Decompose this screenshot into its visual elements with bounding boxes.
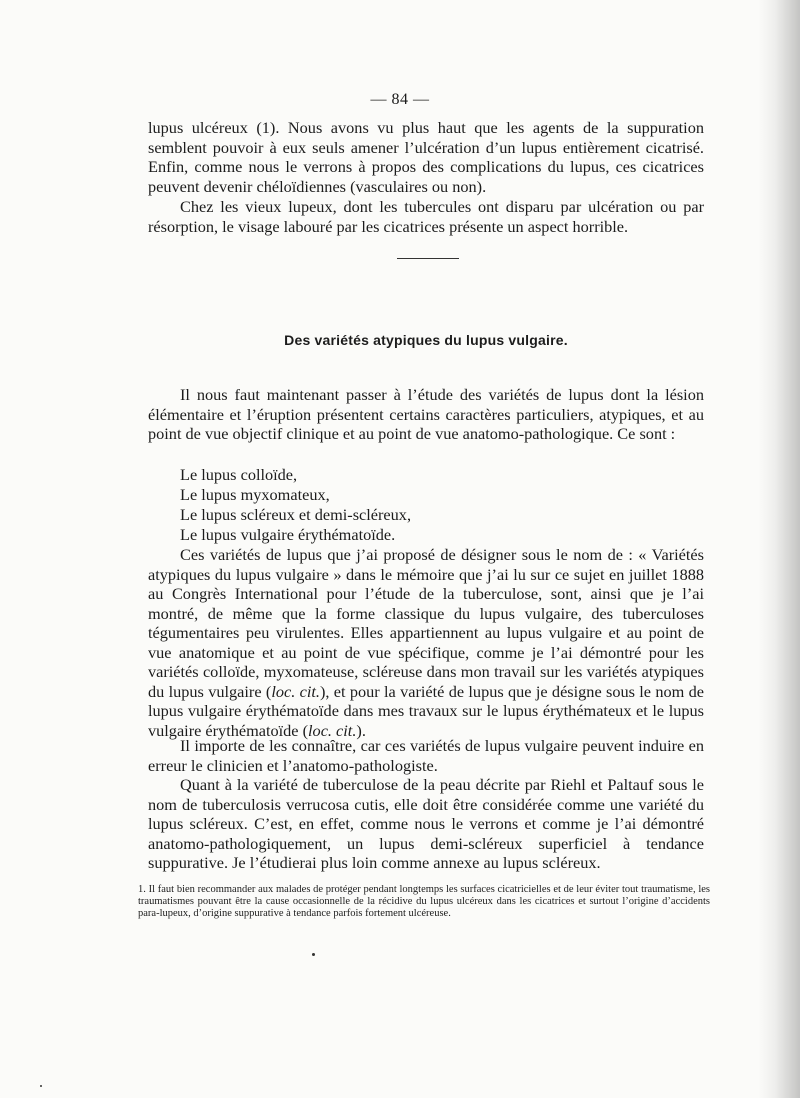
speck (312, 953, 315, 956)
speck (40, 1085, 42, 1087)
paragraph-importe: Il importe de les connaître, car ces variétés de lupus vulgaire peuvent induire en erreur le clinicien et l’anatomo-pathologiste. (148, 736, 704, 775)
scan-shadow-edge (758, 0, 800, 1098)
paragraph-text: ), et pour la variété de lupus que je désigne sous le nom de lupus vulgaire érythématoïde dans mes travaux sur le lupus érythémateux et le lupus vulgaire érythématoïde ( (148, 681, 704, 740)
paragraph-riehl-paltauf: Quant à la variété de tuberculose de la peau décrite par Riehl et Paltauf sous le nom de tuberculosis verrucosa cutis, elle doit être considérée comme une variété du lupus scléreux. C’est, en effet, comme nous le verrons et comme je l’ai démontré anatomo-pathologiquement, un lupus demi-scléreux superficiel à tendance suppurative. Je l’étudierai plus loin comme annexe au lupus scléreux. (148, 775, 704, 872)
list-item-myxomateux: Le lupus myxomateux, (180, 485, 330, 504)
paragraph-varietes-atypiques (148, 545, 704, 740)
paragraph-text: ). (356, 720, 366, 740)
list-item-sclereux: Le lupus scléreux et demi-scléreux, (180, 505, 412, 524)
paragraph-lupus-ulcereux: lupus ulcéreux (1). Nous avons vu plus haut que les agents de la suppuration semblent pouvoir à eux seuls amener l’ulcération d’un lupus entièrement cicatrisé. Enfin, comme nous le verrons à propos des complications du lupus, ces cicatrices peuvent devenir chéloïdiennes (vasculaires ou non). (148, 118, 704, 196)
paragraph-vieux-lupeux: Chez les vieux lupeux, dont les tubercules ont disparu par ulcération ou par résorption, le visage labouré par les cicatrices présente un aspect horrible. (148, 197, 704, 236)
list-item-colloide: Le lupus colloïde, (180, 465, 298, 484)
list-item-erythematoide: Le lupus vulgaire érythématoïde. (180, 525, 396, 544)
section-divider (397, 258, 459, 259)
citation: loc. cit. (308, 720, 357, 740)
page-number: — 84 — (370, 91, 430, 108)
citation: loc. cit. (271, 681, 320, 701)
paragraph-text: Ces variétés de lupus que j’ai proposé de désigner sous le nom de : « Variétés atypiques du lupus vulgaire » dans le mémoire que j’ai lu sur ce sujet en juillet 1888 au Congrès International pour l’étude de la tuberculose, sont, ainsi que je l’ai montré, de même que la forme classique du lupus vulgaire, des tuberculoses tégumentaires peu virulentes. Elles appartiennent au lupus vulgaire et au point de vue anatomique et au point de vue spécifique, comme je l’ai démontré pour les variétés colloïde, myxomateuse, scléreuse dans mon travail sur les variétés atypiques du lupus vulgaire ( (148, 545, 704, 701)
footnote: 1. Il faut bien recommander aux malades de protéger pendant longtemps les surfaces cicatricielles et de leur éviter tout traumatisme, les traumatismes pouvant être la cause occasionnelle de la récidive du lupus ulcéreux dans les cicatrices et surtout l’origine d’accidents para-lupeux, d’origine suppurative à tendance parfois fortement ulcéreuse. (138, 884, 710, 919)
section-title: Des variétés atypiques du lupus vulgaire. (284, 332, 568, 348)
paragraph-intro-varietes: Il nous faut maintenant passer à l’étude des variétés de lupus dont la lésion élémentaire et l’éruption présentent certains caractères particuliers, atypiques, et au point de vue objectif clinique et au point de vue anatomo-pathologique. Ce sont : (148, 385, 704, 443)
